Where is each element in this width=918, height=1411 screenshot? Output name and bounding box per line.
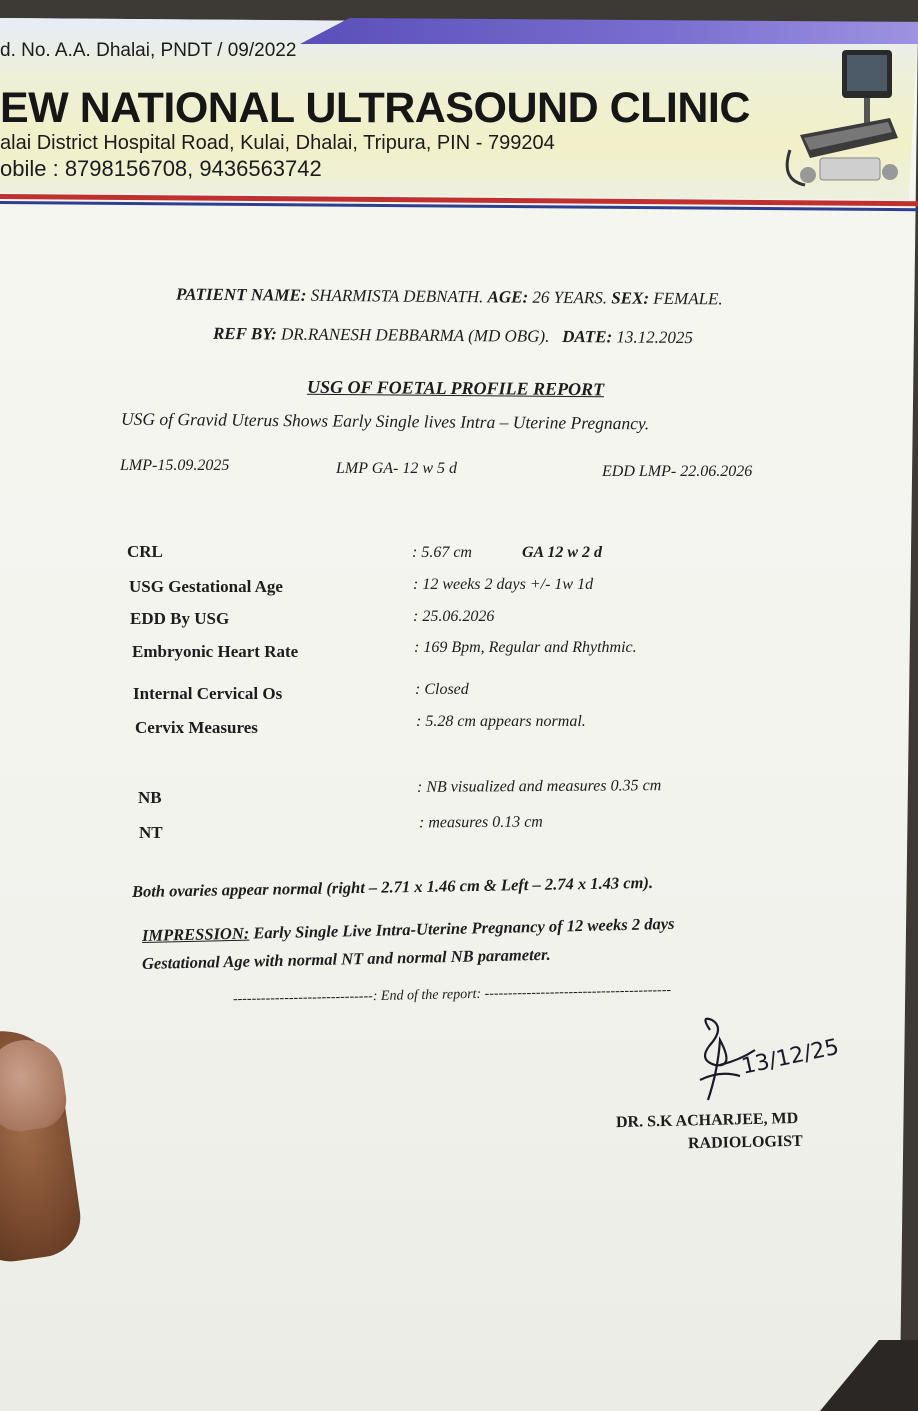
- patient-age: 26 YEARS.: [532, 287, 608, 308]
- handwritten-date: 13/12/25: [739, 1034, 842, 1080]
- ultrasound-machine-icon: [780, 40, 910, 190]
- clinic-address: alai District Hospital Road, Kulai, Dhalai, Tripura, PIN - 799204: [0, 132, 555, 154]
- lmp: LMP-15.09.2025: [120, 457, 230, 474]
- doctor-name: DR. S.K ACHARJEE, MD: [615, 1109, 799, 1132]
- finding-label-edd-usg: EDD By USG: [130, 609, 230, 628]
- date-label: DATE:: [562, 326, 613, 347]
- finding-value-edd-usg: : 25.06.2026: [413, 608, 495, 625]
- clinic-name: EW NATIONAL ULTRASOUND CLINIC: [0, 84, 750, 132]
- finding-label-crl: CRL: [127, 542, 163, 561]
- clinic-mobile: obile : 8798156708, 9436563742: [0, 156, 322, 181]
- impression-line-2: Gestational Age with normal NT and normal NB parameter.: [141, 944, 551, 973]
- finding-value-nb: : NB visualized and measures 0.35 cm: [416, 777, 662, 796]
- referral-line: [213, 324, 693, 348]
- edd-lmp: EDD LMP- 22.06.2026: [602, 463, 753, 480]
- report-date: 13.12.2025: [616, 327, 694, 348]
- finding-value-usg-ga: : 12 weeks 2 days +/- 1w 1d: [413, 576, 594, 593]
- impression-text-1: Early Single Live Intra-Uterine Pregnancy of 12 weeks 2 days: [249, 913, 675, 943]
- finding-label-nb: NB: [138, 788, 162, 807]
- finding-value-nt: : measures 0.13 cm: [418, 813, 543, 832]
- finding-crl-ga: GA 12 w 2 d: [522, 544, 603, 561]
- ovaries-finding: Both ovaries appear normal (right – 2.71 x 1.46 cm & Left – 2.74 x 1.43 cm).: [131, 872, 654, 901]
- finding-label-usg-ga: USG Gestational Age: [129, 577, 283, 596]
- patient-name-label: PATIENT NAME:: [175, 284, 307, 305]
- finding-value-cervix: : 5.28 cm appears normal.: [416, 713, 586, 730]
- lmp-ga: LMP GA- 12 w 5 d: [336, 460, 458, 477]
- report-intro: USG of Gravid Uterus Shows Early Single lives Intra – Uterine Pregnancy.: [120, 408, 650, 434]
- registration-number: d. No. A.A. Dhalai, PNDT / 09/2022: [0, 40, 297, 61]
- patient-name: SHARMISTA DEBNATH.: [310, 285, 484, 307]
- finding-value-heart-rate: : 169 Bpm, Regular and Rhythmic.: [414, 639, 637, 656]
- finding-value-cervical-os: : Closed: [415, 681, 469, 698]
- ref-label: REF BY:: [212, 323, 277, 344]
- finding-label-nt: NT: [139, 823, 163, 842]
- ref-doctor: DR.RANESH DEBBARMA (MD OBG).: [280, 324, 550, 346]
- finding-label-cervix: Cervix Measures: [135, 718, 258, 737]
- patient-sex-label: SEX:: [611, 288, 650, 308]
- patient-sex: FEMALE.: [653, 288, 723, 309]
- impression-label: IMPRESSION:: [141, 923, 250, 945]
- finding-label-heart-rate: Embryonic Heart Rate: [132, 642, 299, 661]
- report-title: USG OF FOETAL PROFILE REPORT: [306, 376, 605, 400]
- patient-age-label: AGE:: [487, 287, 529, 307]
- doctor-title: RADIOLOGIST: [687, 1132, 803, 1153]
- finding-value-crl: : 5.67 cm: [412, 544, 472, 561]
- end-of-report: ------------------------------: End of the report: ----------------------------------------: [232, 982, 672, 1007]
- finding-label-cervical-os: Internal Cervical Os: [133, 684, 283, 703]
